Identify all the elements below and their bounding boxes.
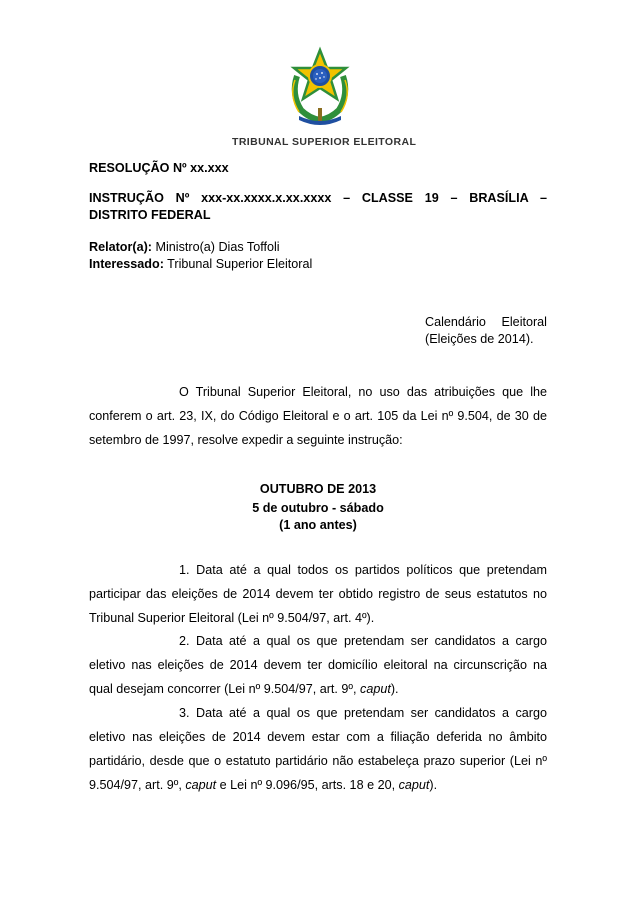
item-2-text-c: ). <box>390 682 399 696</box>
ementa-line-2: (Eleições de 2014). <box>425 332 534 346</box>
item-1-line-2: participar das eleições de 2014 devem ter obtido registro de seus estatutos no <box>89 587 547 601</box>
interessado-line <box>89 256 547 273</box>
item-3-text-a: 9.504/97, art. 9º, <box>89 778 186 792</box>
preamble-line-3: setembro de 1997, resolve expedir a seguinte instrução: <box>89 433 403 447</box>
list-item <box>89 701 547 797</box>
item-1-line-3: Tribunal Superior Eleitoral (Lei nº 9.504/97, art. 4º). <box>89 611 375 625</box>
preamble-line-2: conferem o art. 23, IX, do Código Eleitoral e o art. 105 da Lei nº 9.504, de 30 de <box>89 409 547 423</box>
date-subheading: (1 ano antes) <box>279 518 357 532</box>
item-3-text-c: e Lei nº 9.096/95, arts. 18 e 20, <box>216 778 399 792</box>
resolution-title: RESOLUÇÃO Nº xx.xxx <box>89 161 229 175</box>
interessado-value: Tribunal Superior Eleitoral <box>163 257 313 271</box>
relator-value: Ministro(a) Dias Toffoli <box>151 240 280 254</box>
instrucao-heading <box>89 190 547 224</box>
item-3-text-e: ). <box>429 778 438 792</box>
preamble-paragraph <box>89 380 547 452</box>
item-3-line-2: eletivo nas eleições de 2014 devem estar com a filiação deferida no âmbito <box>89 730 547 744</box>
relator-label: Relator(a): <box>89 240 152 254</box>
item-3-line-3: partidário, desde que o estatuto partidário não estabeleça prazo superior (Lei nº <box>89 754 547 768</box>
parties-block <box>89 239 547 273</box>
item-3-line-1: 3. Data até a qual os que pretendam ser candidatos a cargo <box>179 706 547 720</box>
list-item <box>89 558 547 630</box>
item-1-line-1: 1. Data até a qual todos os partidos políticos que pretendam <box>179 563 547 577</box>
date-heading: 5 de outubro - sábado <box>252 501 384 515</box>
item-2-line-1: 2. Data até a qual os que pretendam ser candidatos a cargo <box>179 634 547 648</box>
item-2-line-2: eletivo nas eleições de 2014 devem ter domicílio eleitoral na circunscrição na <box>89 658 547 672</box>
ementa-line-1: Calendário Eleitoral <box>425 315 547 329</box>
item-3-caput-1: caput <box>185 778 217 792</box>
item-2-line-3 <box>89 677 547 701</box>
instrucao-line-1: INSTRUÇÃO Nº xxx-xx.xxxx.x.xx.xxxx – CLASSE 19 – BRASÍLIA – <box>89 191 547 205</box>
item-3-line-4 <box>89 773 547 797</box>
coat-of-arms-of-brazil-icon <box>287 46 353 128</box>
ementa <box>425 314 547 348</box>
item-3-caput-2: caput <box>398 778 430 792</box>
instrucao-line-2: DISTRITO FEDERAL <box>89 208 211 222</box>
relator-line <box>89 239 547 256</box>
list-item <box>89 629 547 701</box>
item-2-caput: caput <box>360 682 391 696</box>
month-heading: OUTUBRO DE 2013 <box>259 482 377 496</box>
preamble-line-1: O Tribunal Superior Eleitoral, no uso das atribuições que lhe <box>179 385 547 399</box>
court-name: TRIBUNAL SUPERIOR ELEITORAL <box>232 136 417 148</box>
interessado-label: Interessado: <box>89 257 164 271</box>
item-2-text-a: qual desejam concorrer (Lei nº 9.504/97, art. 9º, <box>89 682 361 696</box>
